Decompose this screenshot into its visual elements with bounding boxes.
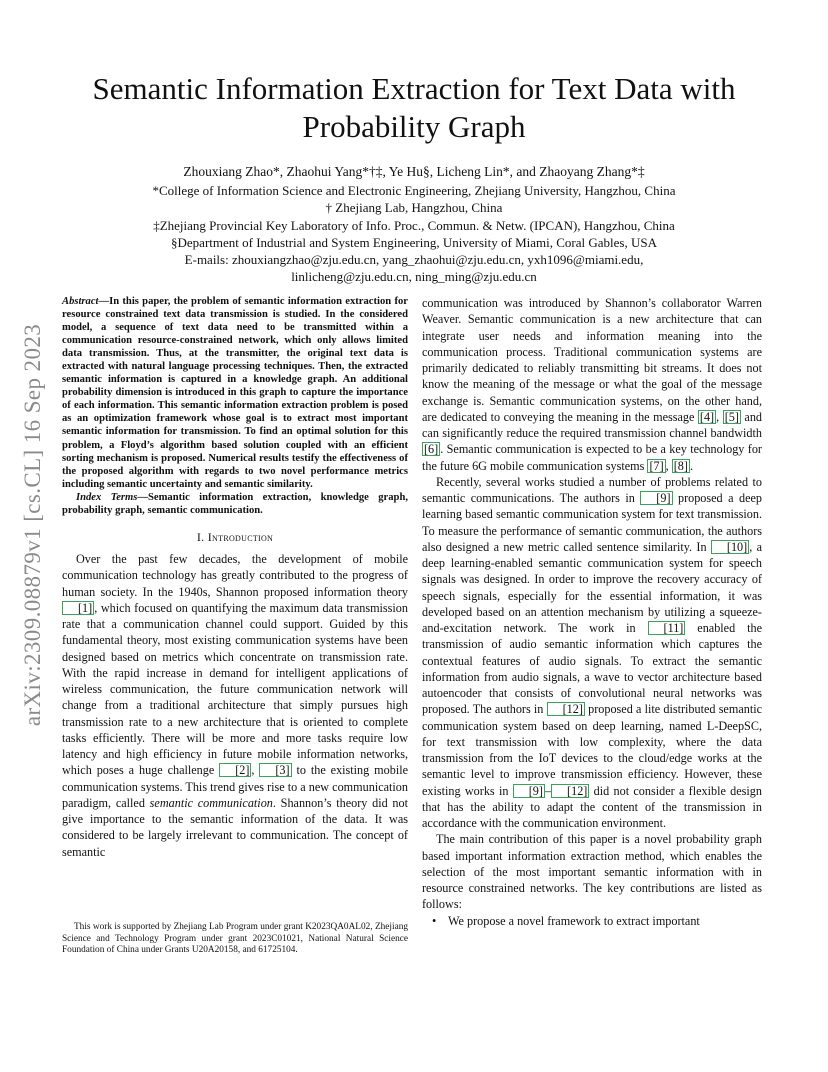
affiliation-line: §Department of Industrial and System Engineering, University of Miami, Coral Gables, USA — [171, 234, 657, 250]
right-column — [422, 295, 762, 929]
text-run: , — [665, 458, 672, 473]
index-terms — [62, 491, 408, 517]
citation-link[interactable]: [10] — [711, 540, 749, 554]
affiliation-line: ‡Zhejiang Provincial Key Laboratory of Info. Proc., Commun. & Netw. (IPCAN), Hangzhou, China — [153, 217, 675, 233]
text-run: communication was introduced by Shannon’s collaborator Warren Weaver. Semantic communication is a new architecture that can integrate user needs and information meaning into the communication process. Traditional communication systems are primarily dedicated to reliably transmitting bit streams. It does not know the meaning of the message or what the goal of the message exchange is. Semantic communication systems, on the other hand, are dedicated to conveying the meaning in the message — [422, 296, 762, 424]
citation-link[interactable]: [3] — [259, 763, 291, 777]
bullet-text: We propose a novel framework to extract important — [448, 913, 700, 928]
text-run: – — [544, 783, 552, 798]
index-terms-label: Index Terms — [76, 491, 138, 503]
text-run: . — [689, 458, 694, 473]
contribution-paragraph: The main contribution of this paper is a novel probability graph based important information extraction method, which enables the selection of the most important semantic information with in resource constrained networks. The key contributions are listed as follows: — [422, 832, 762, 912]
abstract-label: Abstract — [62, 296, 99, 307]
author-names: Zhouxiang Zhao*, Zhaohui Yang*†‡, Ye Hu§, Licheng Lin*, and Zhaoyang Zhang*‡ — [183, 164, 645, 179]
email-line: linlicheng@zju.edu.cn, ning_ming@zju.edu.cn — [291, 269, 537, 285]
abstract-text: —In this paper, the problem of semantic information extraction for resource constrained text data transmission is studied. In the considered model, a sequence of text data need to be transmitted within a communication resource-constrained network, which only allows limited data transmission. Thus, at the transmitter, the original text data is extracted with natural language processing techniques. Then, the extracted semantic information is captured in a knowledge graph. An additional probability dimension is introduced in this graph to capture the importance of each information. This semantic information extraction problem is posed as an optimization framework whose goal is to extract most important semantic information for transmission. To find an optimal solution for this problem, a Floyd’s algorithm based solution coupled with an efficient sorting mechanism is proposed. Numerical results testify the effectiveness of the proposed algorithm with regards to two novel performance metrics including semantic uncertainty and semantic similarity. — [62, 296, 408, 490]
citation-link[interactable]: [2] — [219, 763, 251, 777]
text-run: , which focused on quantifying the maximum data transmission rate that a communication channel could support. Guided by this fundamental theory, most existing communication systems have been designed based on metrics which concentrate on transmission rate. With the rapid increase in demand for intelligent applications of wireless communication, the future communication network will change from a traditional architecture that simply pursues high transmission rate to a new architecture that is oriented to complete tasks efficiently. There will be more and more tasks require low latency and high efficiency in future mobile information networks, which poses a huge challenge — [62, 600, 408, 778]
paper-title: Semantic Information Extraction for Text Data with Probability Graph — [92, 71, 736, 144]
text-run: , — [251, 763, 260, 778]
citation-link[interactable]: [1] — [62, 601, 94, 615]
affiliation-line: † Zhejiang Lab, Hangzhou, China — [325, 200, 503, 216]
contribution-bullet — [422, 913, 762, 929]
citation-link[interactable]: [11] — [648, 621, 686, 635]
citation-link[interactable]: [12] — [551, 784, 589, 798]
text-run: , — [716, 409, 723, 424]
section-title: Introduction — [207, 529, 274, 544]
email-line: E-mails: zhouxiangzhao@zju.edu.cn, yang_zhaohui@zju.edu.cn, yxh1096@miami.edu, — [184, 252, 644, 268]
citation-link[interactable]: [5] — [724, 409, 739, 424]
text-run: enabled the transmission of audio semantic information which captures the contextual features of audio signals. To extract the semantic information from audio signals, a wave to vector architecture based autoencoder that consists of convolutional neural networks was proposed. The authors in — [422, 621, 762, 717]
citation-link[interactable]: [9] — [513, 784, 545, 798]
text-run: and can significantly reduce the required transmission channel bandwidth — [422, 409, 763, 440]
emphasis-text: semantic communication — [149, 795, 273, 810]
text-run: proposed a lite distributed semantic communication system based on deep learning, named L-DeepSC, for text transmission with low complexity, where the data transmission from the IoT devices to the cloud/edge works at the semantic level to improve transmission efficiency. However, these existing works in — [422, 702, 763, 798]
citation-link[interactable]: [12] — [547, 702, 585, 716]
related-work-paragraph — [422, 474, 762, 832]
text-run: Over the past few decades, the development of mobile communication technology has greatly contributed to the progress of human society. In the 1940s, Shannon proposed information theory — [62, 552, 408, 599]
arxiv-stamp-text: arXiv:2309.08879v1 [cs.CL] 16 Sep 2023 — [20, 323, 45, 727]
intro-paragraph-continued — [422, 295, 762, 474]
text-run: Recently, several works studied a number of problems related to semantic communications. The authors in — [422, 474, 762, 505]
bullet-symbol: • — [432, 913, 437, 928]
left-column — [62, 295, 408, 860]
arxiv-stamp — [22, 290, 44, 760]
citation-link[interactable]: [7] — [649, 458, 664, 473]
text-run: to the existing mobile communication systems. This trend gives rise to a new communication paradigm, called — [62, 763, 409, 810]
citation-link[interactable]: [9] — [640, 491, 672, 505]
affiliation-line: *College of Information Science and Electronic Engineering, Zhejiang University, Hangzhou, China — [152, 183, 676, 199]
text-run: . Semantic communication is expected to be a key technology for the future 6G mobile communication systems — [422, 442, 762, 473]
funding-footnote: This work is supported by Zhejiang Lab Program under grant K2023QA0AL02, Zhejiang Science and Technology Program under grant 2023C01021, National Natural Science Foundation of China under Grants U20A20158, and 61725104. — [62, 922, 408, 956]
section-heading-introduction — [62, 529, 408, 545]
text-run: did not consider a flexible design that has the ability to adapt the content of the transmission in accordance with the communication environment. — [422, 783, 762, 830]
author-block — [70, 163, 758, 285]
abstract — [62, 295, 408, 491]
citation-link[interactable]: [6] — [424, 442, 439, 457]
intro-paragraph — [62, 551, 408, 860]
citation-link[interactable]: [8] — [673, 458, 688, 473]
text-run: proposed a deep learning based semantic communication system for text transmission. To measure the performance of semantic communication, the authors also designed a new metric called sentence similarity. In — [422, 491, 762, 554]
text-run: . Shannon’s theory did not give importance to the semantic information of the data. It was considered to be largely irrelevant to communication. The concept of semantic — [62, 795, 408, 859]
index-terms-text: —Semantic information extraction, knowledge graph, probability graph, semantic communication. — [62, 491, 408, 516]
section-numeral: I. — [196, 529, 208, 544]
citation-link[interactable]: [4] — [699, 409, 715, 424]
text-run: , a deep learning-enabled semantic communication system for speech signals was designed. In order to improve the recovery accuracy of speech signals, especially for the essential information, it was developed based on an attention mechanism by utilizing a squeeze-and-excitation network. The work in — [422, 539, 763, 635]
